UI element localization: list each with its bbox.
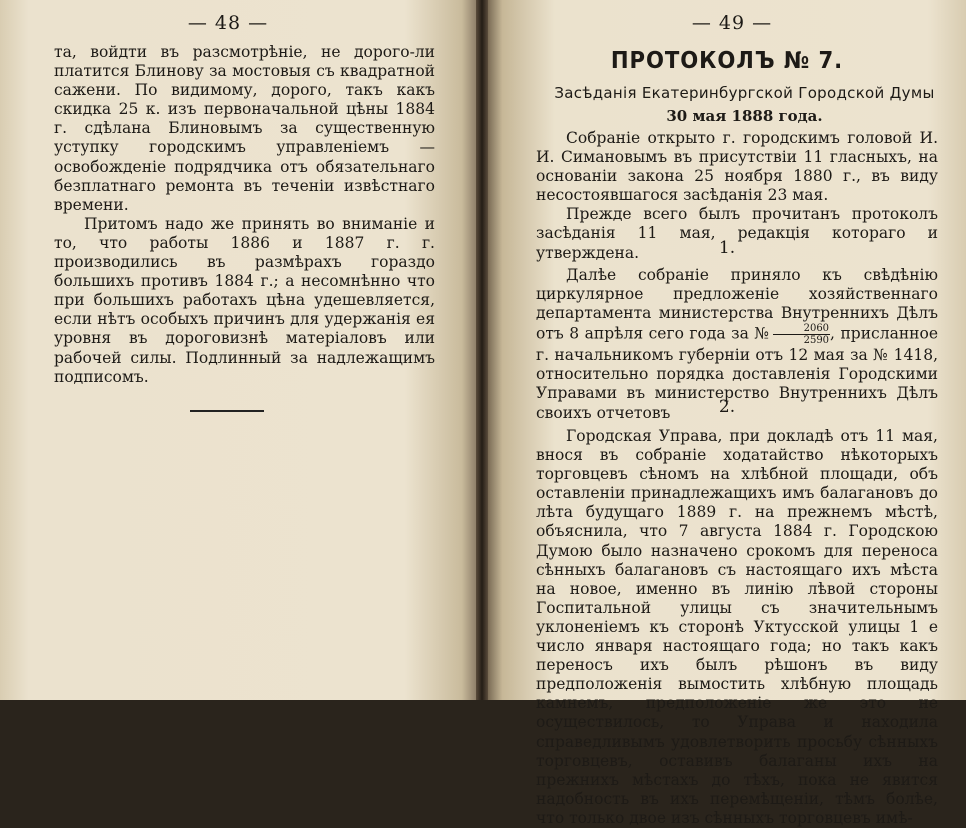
document-number-fraction (773, 323, 830, 346)
section-divider-rule (190, 410, 264, 412)
left-paragraph-2: Притомъ надо же принять во вниманіе и то, что работы 1886 и 1887 г. г. производились въ размѣрахъ гораздо большихъ противъ 1884 г.; а несомнѣнно что при большихъ работахъ цѣна удешевляется, если нѣтъ особыхъ причинъ для удержанія ея уровня въ дороговизнѣ матеріаловъ или рабочей силы. Подлинный за надлежащимъ подписомъ. (54, 214, 435, 386)
section-2-number: 2. (718, 397, 736, 417)
protocol-title: ПРОТОКОЛЪ № 7. (610, 48, 844, 74)
right-page (488, 0, 966, 827)
intro-paragraph-2: Прежде всего былъ прочитанъ протоколъ засѣданія 11 мая, редакція котораго и утверждена. (536, 205, 938, 262)
left-page (0, 0, 476, 700)
fraction-numerator: 2060 (773, 323, 830, 335)
section-1-text-after: , присланное г. начальникомъ губерніи отъ 12 мая за № 1418, относительно порядка доставленія Городскими Управами въ министерство Внутреннихъ Дѣлъ своихъ отчетовъ (536, 324, 938, 422)
left-paragraph-1: та, войдти въ разсмотрѣніе, не дорого-ли платится Блинову за мостовыя съ квадратной сажени. По видимому, дорого, такъ какъ скидка 25 к. изъ первоначальной цѣны 1884 г. сдѣлана Блиновымъ за существенную уступку городскимъ управленіемъ — освобожденіе подрядчика отъ обязательнаго безплатнаго ремонта въ теченіи извѣстнаго времени. (54, 43, 435, 214)
intro-paragraph-1: Собраніе открыто г. городскимъ головой И. И. Симановымъ въ присутствіи 11 гласныхъ, на основаніи закона 25 ноября 1880 г., въ виду несостоявшагося засѣданія 23 мая. (536, 129, 938, 205)
left-page-body (54, 43, 435, 387)
page-number-48: — 48 — (187, 12, 269, 34)
section-2-body (536, 427, 938, 828)
section-1-number: 1. (718, 238, 736, 258)
section-2-paragraph: Городская Управа, при докладѣ отъ 11 мая, внося въ собраніе ходатайство нѣкоторыхъ торговцевъ сѣномъ на хлѣбной площади, объ оставленіи принадлежащихъ имъ балагановъ до лѣта будущаго 1889 г. на прежнемъ мѣстѣ, объяснила, что 7 августа 1884 г. Городскою Думою было назначено срокомъ для переноса сѣнныхъ балагановъ съ настоящаго ихъ мѣста на новое, именно въ линію лѣвой стороны Госпитальной улицы съ значительнымъ уклоненіемъ къ сторонѣ Уктусской улицы 1 е число января настоящаго года; но такъ какъ переносъ ихъ былъ рѣшонъ въ виду предположенія вымостить хлѣбную площадь камнемъ, предположеніе же это не осуществилось, то Управа и находила справедливымъ удовлетворить просьбу сѣнныхъ торговцевъ, оставивъ балаганы ихъ на прежнихъ мѣстахъ до тѣхъ, пока не явится надобность въ ихъ перемѣщеніи, тѣмъ болѣе, что только двое изъ сѣнныхъ торговцевъ имѣ- (536, 427, 938, 827)
session-title: Засѣданія Екатеринбургской Городской Думы (554, 84, 935, 102)
page-number-49: — 49 — (691, 12, 773, 34)
fraction-denominator: 2590 (803, 335, 830, 347)
section-1-text-before: Далѣе собраніе приняло къ свѣдѣнію циркулярное предложеніе хозяйственнаго департамента министерства Внутреннихъ Дѣлъ отъ 8 апрѣля сего года за № (536, 266, 938, 343)
session-date: 30 мая 1888 года. (666, 107, 823, 125)
book-gutter (476, 0, 488, 700)
